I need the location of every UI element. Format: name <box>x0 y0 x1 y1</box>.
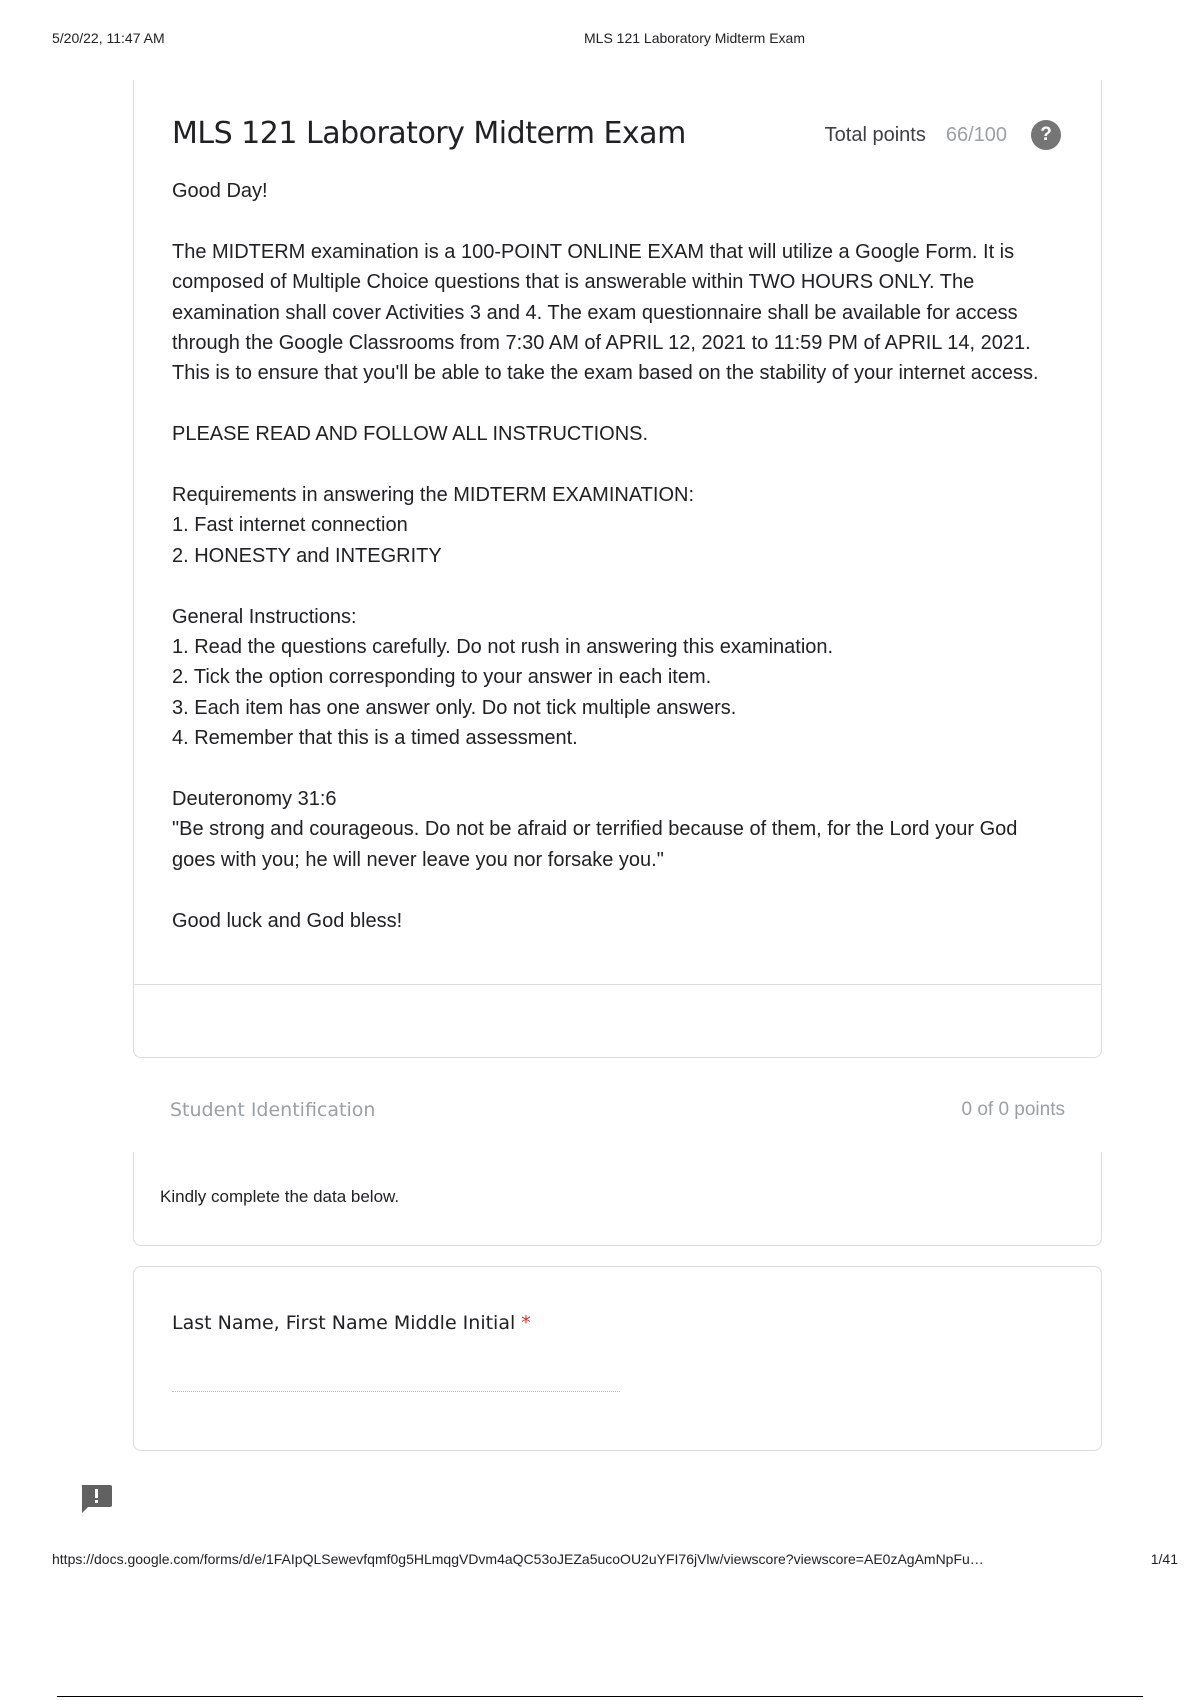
bottom-rule <box>57 1696 1143 1697</box>
form-header-card <box>133 80 1102 1058</box>
section-description-card <box>133 1152 1102 1246</box>
verse-reference: Deuteronomy 31:6 <box>172 788 337 811</box>
total-points <box>825 120 1061 150</box>
question-label <box>172 1312 531 1334</box>
print-url: https://docs.google.com/forms/d/e/1FAIpQLSewevfqmf0g5HLmqgVDvm4aQC53oJEZa5ucoOU2uYFI76jVlw/viewscore?viewscore=AE0zAgAmNpFu… <box>52 1551 984 1567</box>
feedback-icon[interactable] <box>79 1484 113 1514</box>
requirement-item: 2. HONESTY and INTEGRITY <box>172 544 442 567</box>
general-instruction-item: 3. Each item has one answer only. Do not tick multiple answers. <box>172 696 737 719</box>
print-date: 5/20/22, 11:47 AM <box>52 30 165 46</box>
print-page-number: 1/41 <box>1150 1551 1178 1567</box>
required-asterisk: * <box>521 1312 531 1334</box>
general-instruction-item: 2. Tick the option corresponding to your answer in each item. <box>172 666 712 689</box>
section-header <box>170 1099 1065 1129</box>
help-icon[interactable]: ? <box>1031 120 1061 150</box>
section-title: Student Identification <box>170 1099 376 1121</box>
question-label-text: Last Name, First Name Middle Initial <box>172 1312 516 1334</box>
print-title: MLS 121 Laboratory Midterm Exam <box>584 30 805 46</box>
general-instruction-item: 1. Read the questions carefully. Do not rush in answering this examination. <box>172 636 834 659</box>
section-points: 0 of 0 points <box>961 1099 1065 1120</box>
general-instructions-heading: General Instructions: <box>172 605 357 628</box>
answer-field[interactable] <box>172 1391 620 1392</box>
requirements-heading: Requirements in answering the MIDTERM EXAMINATION: <box>172 484 695 507</box>
card-divider <box>134 984 1101 985</box>
closing-text: Good luck and God bless! <box>172 909 403 932</box>
form-description <box>172 176 1062 936</box>
print-footer <box>0 1551 1200 1571</box>
total-points-value: 66/100 <box>945 123 1007 146</box>
section-description: Kindly complete the data below. <box>160 1187 400 1206</box>
total-points-label: Total points <box>824 123 926 146</box>
requirement-item: 1. Fast internet connection <box>172 514 408 537</box>
general-instruction-item: 4. Remember that this is a timed assessment. <box>172 727 578 750</box>
print-header <box>0 30 1200 50</box>
form-title: MLS 121 Laboratory Midterm Exam <box>172 116 686 151</box>
description-greeting: Good Day! <box>172 180 268 202</box>
verse-text: "Be strong and courageous. Do not be afraid or terrified because of them, for the Lord your God goes with you; he will never leave you nor forsake you." <box>172 818 1023 871</box>
question-card <box>133 1266 1102 1451</box>
description-paragraph: The MIDTERM examination is a 100-POINT ONLINE EXAM that will utilize a Google Form. It is composed of Multiple Choice questions that is answerable within TWO HOURS ONLY. The examination shall cover Activities 3 and 4. The exam questionnaire shall be available for access through the Google Classrooms from 7:30 AM of APRIL 12, 2021 to 11:59 PM of APRIL 14, 2021. This is to ensure that you'll be able to take the exam based on the stability of your internet access. <box>172 240 1039 385</box>
instructions-notice: PLEASE READ AND FOLLOW ALL INSTRUCTIONS. <box>172 423 649 446</box>
